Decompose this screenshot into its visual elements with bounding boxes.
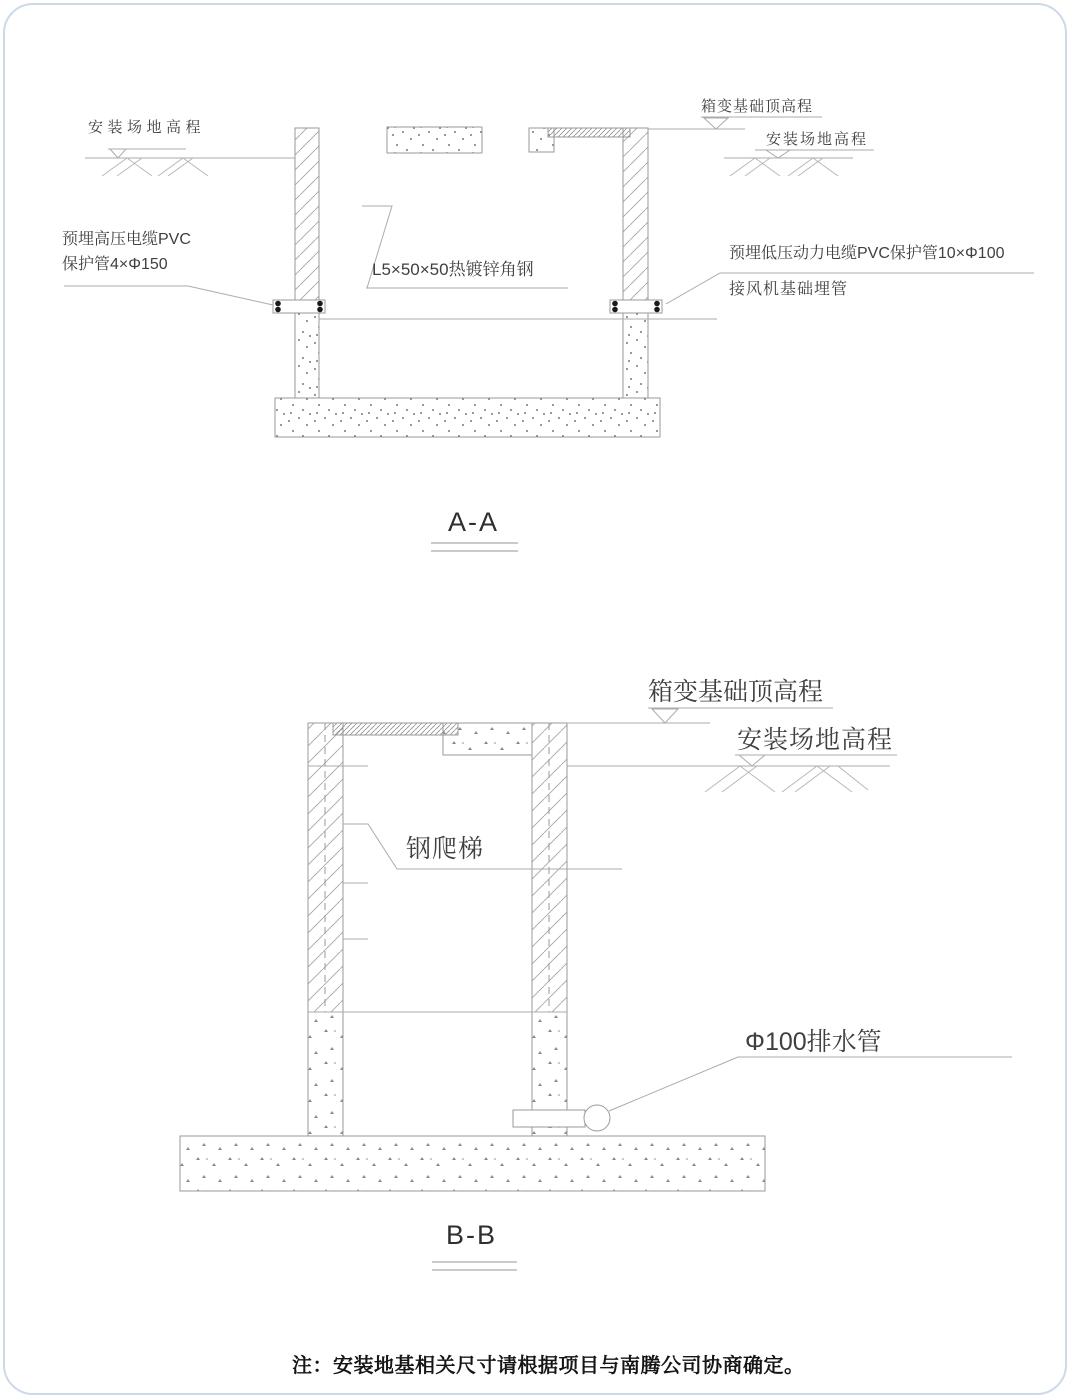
elevation-marker-icon: [766, 150, 790, 158]
section-a-underline: [431, 543, 518, 551]
base-slab: [180, 1136, 765, 1191]
right-wall-upper: [623, 128, 648, 300]
label-lv-duct-line1: 预埋低压动力电缆PVC保护管10×Φ100: [729, 245, 1005, 262]
angle-steel-strip: [548, 128, 630, 137]
ground-line-right: [724, 150, 874, 176]
right-wall-lower: [623, 313, 648, 398]
base-slab: [275, 398, 660, 437]
left-wall-lower: [308, 1012, 343, 1136]
pipe-sleeve-left: [273, 300, 325, 313]
section-b-title: B-B: [446, 1220, 498, 1250]
section-b-drawing: [180, 708, 1012, 1270]
drain-pipe-end: [584, 1105, 610, 1131]
label-site-level-left: 安装场地高程: [88, 119, 206, 136]
label-box-top-level-a: 箱变基础顶高程: [701, 98, 814, 115]
label-lv-duct-line2: 接风机基础埋管: [729, 281, 849, 298]
ground-hatch-icon: [102, 158, 208, 176]
ground-hatch-icon: [730, 158, 838, 176]
elevation-marker-icon: [739, 755, 765, 766]
label-hv-duct-line2: 保护管4×Φ150: [62, 256, 168, 273]
elevation-marker-icon: [652, 709, 678, 723]
box-top-level-right: [648, 117, 822, 129]
label-site-level-right: 安装场地高程: [766, 131, 869, 148]
left-wall-upper: [295, 128, 319, 300]
elevation-marker-icon: [704, 118, 728, 129]
leader-lines: [343, 824, 1012, 1111]
section-a-drawing: [64, 117, 1034, 551]
ground-line: [567, 755, 897, 792]
ground-line-left: [85, 149, 295, 176]
label-hv-duct-line1: 预埋高压电缆PVC: [62, 231, 191, 248]
ground-hatch-icon: [705, 766, 868, 792]
box-top-level: [567, 708, 833, 723]
section-a-title: A-A: [448, 507, 500, 537]
pipe-sleeve-right: [610, 300, 662, 313]
label-drain-pipe: Φ100排水管: [745, 1028, 882, 1056]
foot-note: 注：安装地基相关尺寸请根据项目与南腾公司协商确定。: [292, 1355, 805, 1377]
label-box-top-level-b: 箱变基础顶高程: [648, 678, 824, 706]
elevation-marker-icon: [110, 149, 126, 158]
label-site-level-b: 安装场地高程: [737, 726, 894, 754]
left-wall-lower: [295, 313, 319, 398]
label-angle-steel: L5×50×50热镀锌角钢: [372, 260, 534, 279]
cover-slab-block: [443, 723, 532, 755]
section-b-underline: [432, 1262, 517, 1270]
cover-slab-block: [387, 127, 482, 153]
angle-steel-strip: [333, 723, 458, 735]
label-steel-ladder: 钢爬梯: [406, 835, 485, 863]
